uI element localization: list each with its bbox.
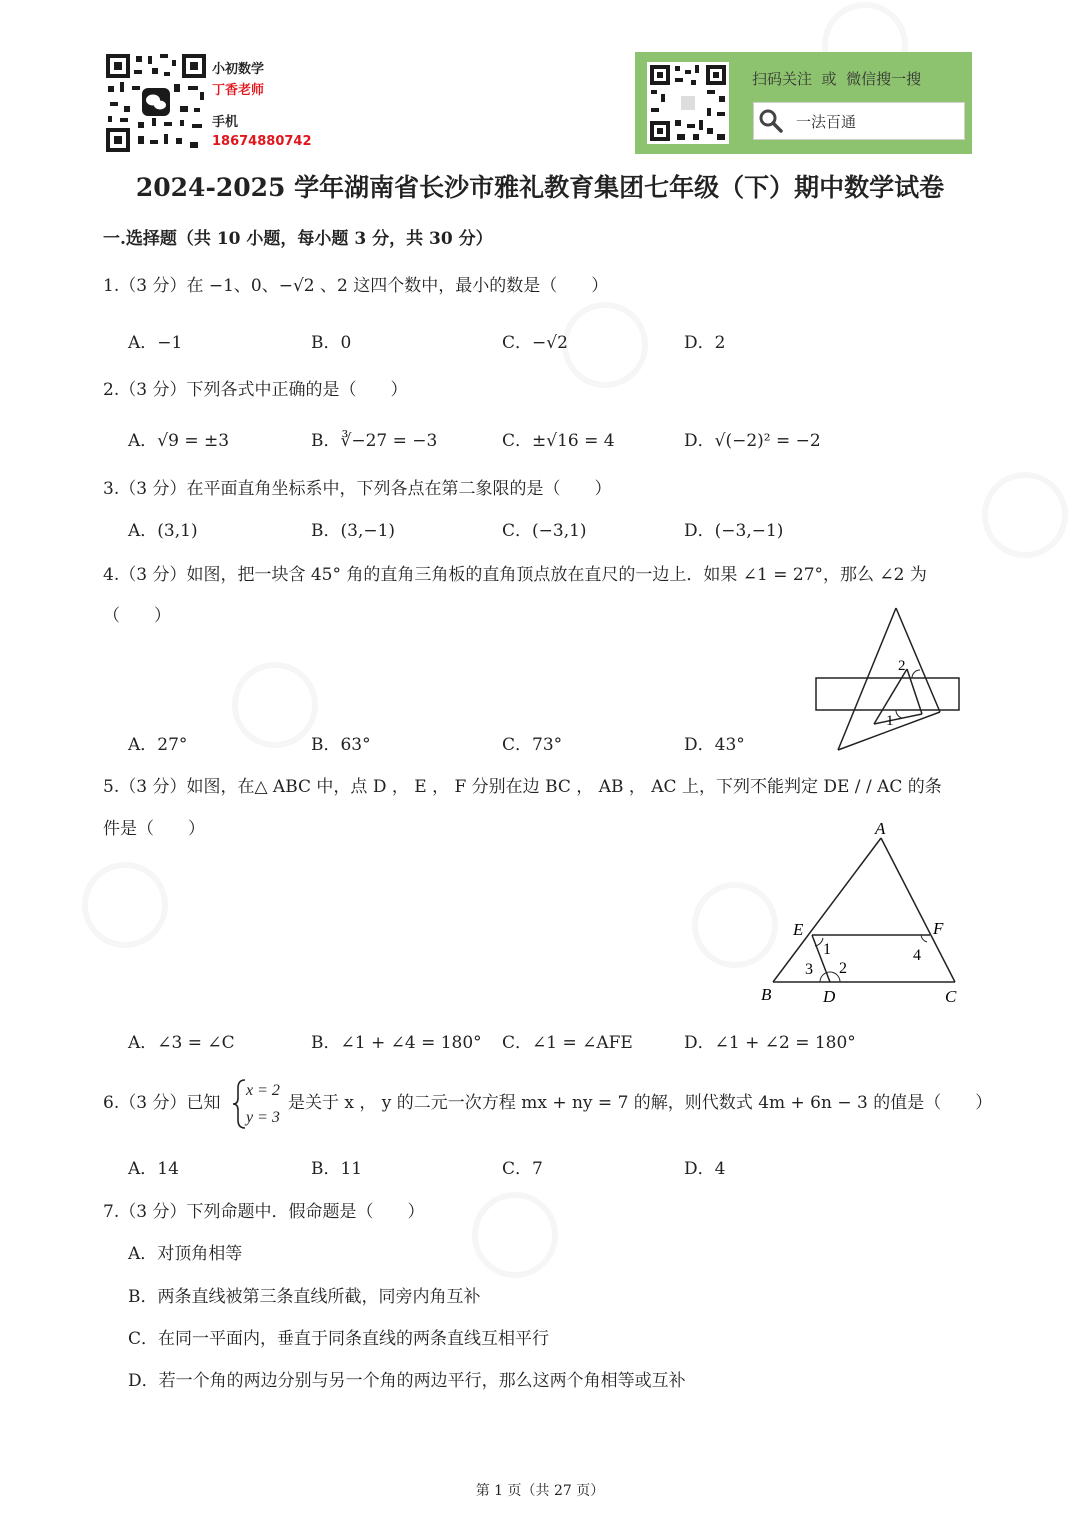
search-icon [758, 108, 784, 134]
fig5-label-f: F [933, 919, 944, 938]
page-number-footer: 第 1 页（共 27 页） [475, 1483, 605, 1499]
fig4-angle-2-label: 2 [898, 658, 906, 674]
q1-option-a: A．−1 [128, 333, 183, 353]
q4-option-d: D．43° [684, 735, 745, 755]
q5-option-b: B．∠1 + ∠4 = 180° [311, 1033, 482, 1053]
search-box [753, 102, 965, 140]
q2-option-d: D．√(−2)² = −2 [684, 431, 821, 451]
q7-option-a: A．对顶角相等 [128, 1244, 243, 1264]
system-equation-2: y = 3 [246, 1109, 280, 1126]
watermark-logo [230, 660, 320, 750]
q3-option-b: B．(3,−1) [311, 521, 396, 541]
question-2-stem: 2.（3 分）下列各式中正确的是（ ） [103, 380, 408, 400]
q2-option-b: B．∛−27 = −3 [311, 431, 438, 451]
fig5-angle-4-label: 4 [913, 947, 921, 964]
wechat-qr-code [104, 52, 208, 158]
question-4-stem-cont: （ ） [103, 606, 171, 626]
fig5-label-b: B [761, 985, 772, 1004]
q3-option-c: C．(−3,1) [502, 521, 587, 541]
fig5-label-d: D [823, 987, 836, 1006]
fig5-angle-3-label: 3 [805, 961, 813, 978]
phone-label: 手机 [212, 115, 239, 130]
q7-option-b: B．两条直线被第三条直线所截，同旁内角互补 [128, 1287, 481, 1307]
fig4-angle-1-label: 1 [886, 713, 894, 729]
question-1-stem: 1.（3 分）在 −1、0、−√2 、2 这四个数中，最小的数是（ ） [103, 276, 609, 296]
page-title: 2024-2025 学年湖南省长沙市雅礼教育集团七年级（下）期中数学试卷 [135, 173, 945, 202]
q3-option-d: D．(−3,−1) [684, 521, 784, 541]
q6-option-c: C．7 [502, 1159, 543, 1179]
q2-option-a: A．√9 = ±3 [128, 431, 230, 451]
question-5-stem: 5.（3 分）如图，在△ ABC 中，点 D ， E ， F 分别在边 BC ， AB ， AC 上，下列不能判定 DE / / AC 的条 [103, 777, 942, 797]
q6-option-d: D．4 [684, 1159, 726, 1179]
q5-option-c: C．∠1 = ∠AFE [502, 1033, 633, 1053]
watermark-logo [980, 470, 1070, 560]
q7-option-d: D．若一个角的两边分别与另一个角的两边平行，那么这两个角相等或互补 [128, 1371, 686, 1391]
figure-q4-ruler-triangle [812, 604, 968, 756]
question-6-stem-pre: 6.（3 分）已知 [103, 1093, 221, 1113]
fig5-label-e: E [793, 920, 804, 939]
banner-caption: 扫码关注 或 微信搜一搜 [752, 70, 922, 88]
contact-name-2: 丁香老师 [212, 83, 265, 98]
fig5-label-c: C [945, 987, 957, 1006]
q3-option-a: A．(3,1) [128, 521, 198, 541]
question-3-stem: 3.（3 分）在平面直角坐标系中，下列各点在第二象限的是（ ） [103, 479, 612, 499]
q4-option-a: A．27° [128, 735, 188, 755]
q4-option-b: B．63° [311, 735, 371, 755]
qr-code-icon [647, 62, 729, 144]
q7-option-c: C．在同一平面内，垂直于同条直线的两条直线互相平行 [128, 1329, 550, 1349]
q5-option-a: A．∠3 = ∠C [128, 1033, 235, 1053]
system-equation-1: x = 2 [246, 1082, 280, 1099]
q6-option-a: A．14 [128, 1159, 179, 1179]
watermark-logo [470, 1190, 560, 1280]
search-text: 一法百通 [796, 113, 857, 131]
question-5-stem-cont: 件是（ ） [103, 819, 205, 839]
question-7-stem: 7.（3 分）下列命题中．假命题是（ ） [103, 1202, 425, 1222]
contact-name-1: 小初数学 [212, 62, 265, 77]
q1-option-d: D．2 [684, 333, 726, 353]
section-heading: 一.选择题（共 10 小题，每小题 3 分，共 30 分） [103, 229, 493, 249]
watermark-logo [80, 860, 170, 950]
question-4-stem: 4.（3 分）如图，把一块含 45° 角的直角三角板的直角顶点放在直尺的一边上．如果 ∠1 = 27°，那么 ∠2 为 [103, 565, 927, 585]
q6-option-b: B．11 [311, 1159, 363, 1179]
wechat-search-banner [635, 52, 972, 154]
figure-q5-triangle-abc [755, 816, 965, 1010]
q1-option-c: C．−√2 [502, 333, 568, 353]
q1-option-b: B．0 [311, 333, 352, 353]
q5-option-d: D．∠1 + ∠2 = 180° [684, 1033, 856, 1053]
phone-number: 18674880742 [212, 134, 312, 149]
watermark-logo [560, 300, 650, 390]
fig5-label-a: A [875, 819, 886, 838]
q2-option-c: C．±√16 = 4 [502, 431, 615, 451]
q4-option-c: C．73° [502, 735, 563, 755]
fig5-angle-2-label: 2 [839, 960, 847, 977]
question-6-stem-post: 是关于 x ， y 的二元一次方程 mx + ny = 7 的解，则代数式 4m + 6n − 3 的值是（ ） [288, 1093, 993, 1113]
fig5-angle-1-label: 1 [823, 941, 831, 958]
qr-code-icon [104, 52, 208, 154]
